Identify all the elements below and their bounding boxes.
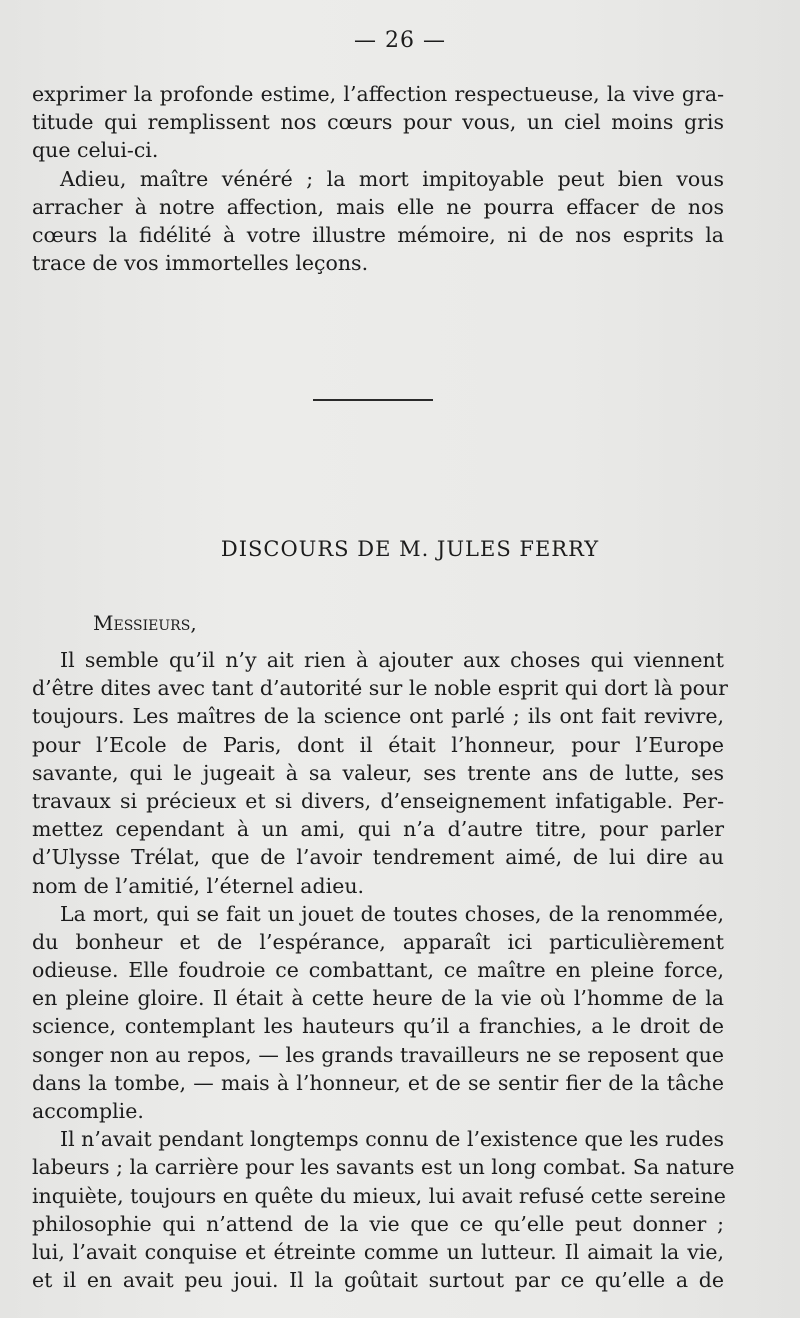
text-line: pour l’Ecole de Paris, dont il était l’honneur, pour l’Europe	[32, 732, 724, 757]
text-line: toujours. Les maîtres de la science ont parlé ; ils ont fait revivre,	[32, 704, 724, 729]
text-line: science, contemplant les hauteurs qu’il a franchies, a le droit de	[32, 1014, 724, 1039]
text-line: Il semble qu’il n’y ait rien à ajouter aux choses qui viennent	[60, 648, 724, 672]
text-line: mettez cependant à un ami, qui n’a d’autre titre, pour parler	[32, 817, 724, 842]
text-line: songer non au repos, — les grands travailleurs ne se reposent que	[32, 1042, 724, 1067]
text-line: d’être dites avec tant d’autorité sur le noble esprit qui dort là pour	[32, 676, 728, 701]
text-line: que celui-ci.	[32, 138, 159, 163]
text-line: nom de l’amitié, l’éternel adieu.	[32, 873, 365, 898]
text-line: accomplie.	[32, 1099, 144, 1123]
text-line: en pleine gloire. Il était à cette heure de la vie où l’homme de la	[32, 986, 724, 1011]
section-divider	[313, 399, 433, 401]
text-line: inquiète, toujours en quête du mieux, lui avait refusé cette sereine	[32, 1183, 726, 1208]
text-line: philosophie qui n’attend de la vie que ce qu’elle peut donner ;	[32, 1211, 724, 1236]
text-line: et il en avait peu joui. Il la goûtait surtout par ce qu’elle a de	[32, 1268, 724, 1293]
text-line: du bonheur et de l’espérance, apparaît ici particulièrement	[32, 929, 724, 954]
text-line: Il n’avait pendant longtemps connu de l’existence que les rudes	[60, 1127, 724, 1152]
text-line: trace de vos immortelles leçons.	[32, 251, 369, 276]
salutation: Messieurs,	[93, 611, 197, 635]
text-line: dans la tombe, — mais à l’honneur, et de se sentir fier de la tâche	[32, 1070, 724, 1095]
section-heading: DISCOURS DE M. JULES FERRY	[220, 537, 600, 561]
text-line: exprimer la profonde estime, l’affection respectueuse, la vive gra-	[32, 82, 724, 106]
text-line: arracher à notre affection, mais elle ne pourra effacer de nos	[32, 194, 724, 219]
text-line: titude qui remplissent nos cœurs pour vous, un ciel moins gris	[32, 110, 724, 135]
text-line: d’Ulysse Trélat, que de l’avoir tendrement aimé, de lui dire au	[32, 845, 724, 870]
text-line: labeurs ; la carrière pour les savants est un long combat. Sa nature	[32, 1155, 735, 1180]
speech-body	[32, 646, 735, 1294]
text-line: travaux si précieux et si divers, d’enseignement infatigable. Per-	[32, 788, 724, 813]
letter-ending	[32, 80, 724, 277]
text-line: La mort, qui se fait un jouet de toutes choses, de la renommée,	[60, 901, 724, 926]
text-line: savante, qui le jugeait à sa valeur, ses trente ans de lutte, ses	[32, 760, 724, 785]
text-line: Adieu, maître vénéré ; la mort impitoyable peut bien vous	[60, 166, 724, 191]
text-line: cœurs la fidélité à votre illustre mémoire, ni de nos esprits la	[32, 222, 724, 247]
page-number: — 26 —	[354, 28, 446, 53]
text-line: odieuse. Elle foudroie ce combattant, ce maître en pleine force,	[32, 958, 724, 983]
text-line: lui, l’avait conquise et étreinte comme un lutteur. Il aimait la vie,	[32, 1239, 724, 1264]
